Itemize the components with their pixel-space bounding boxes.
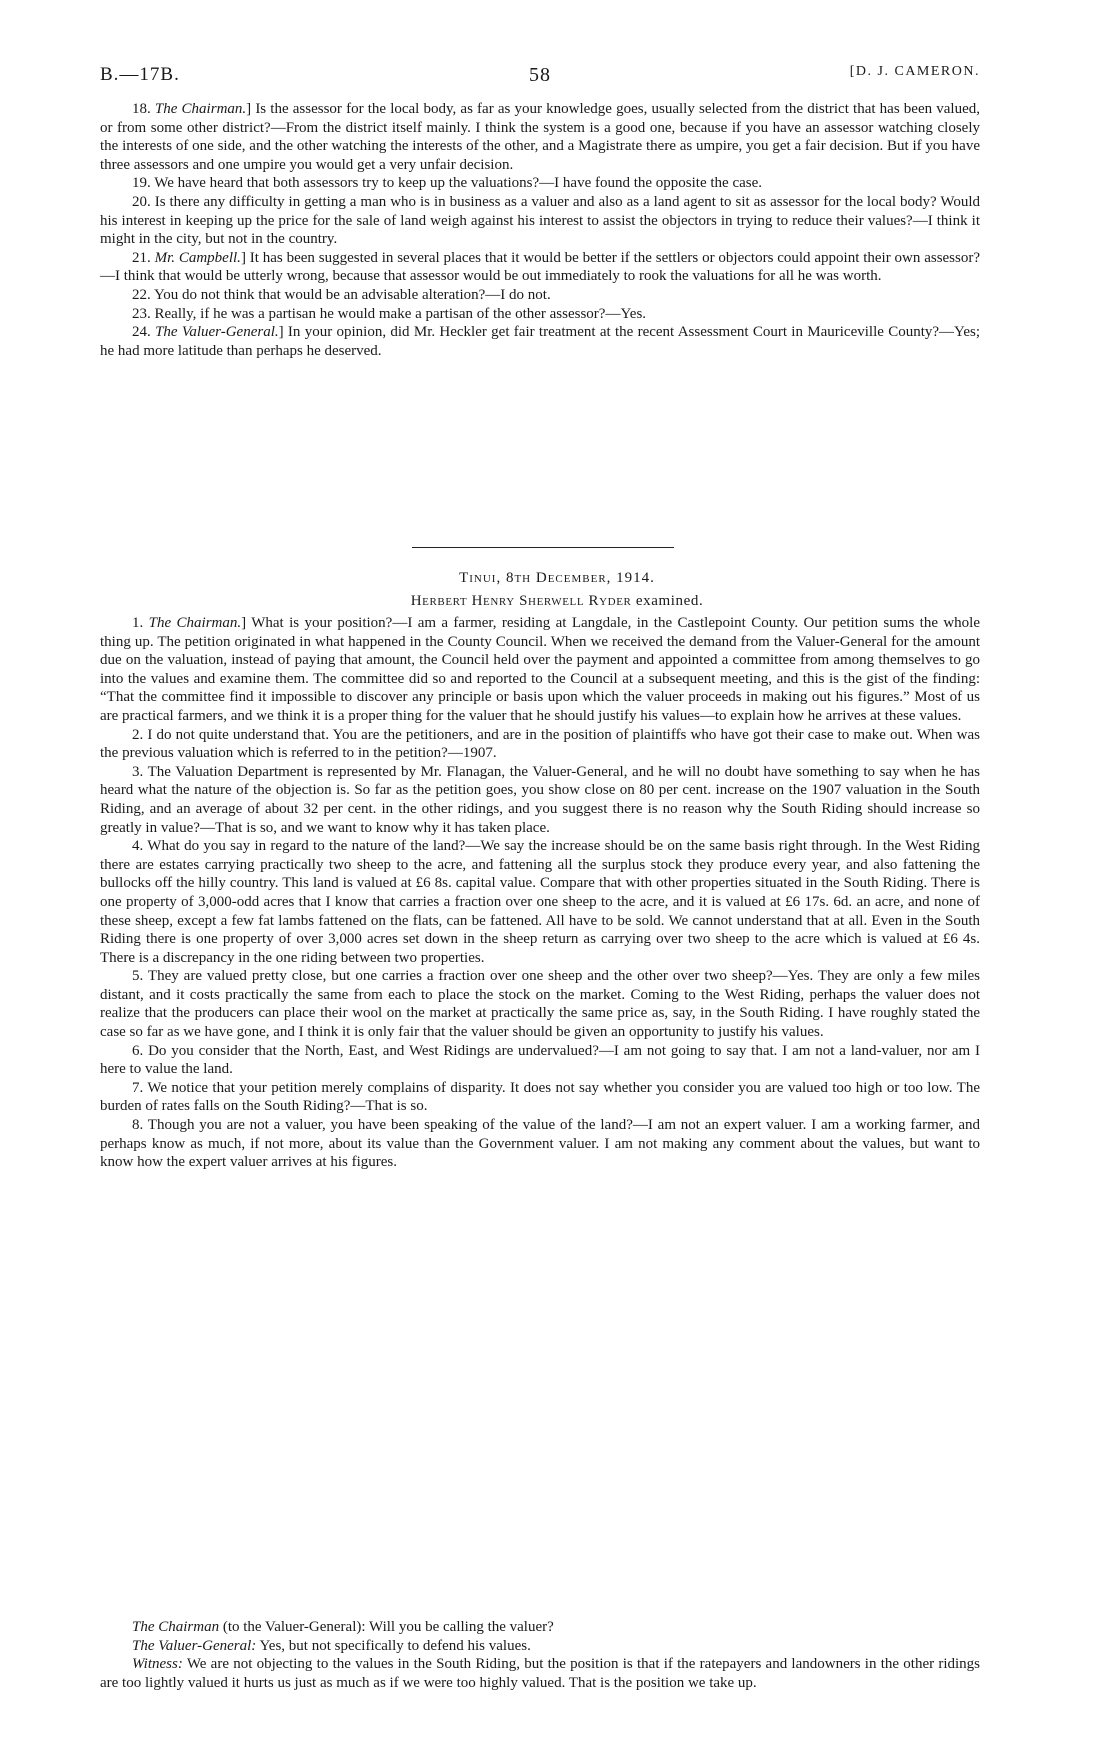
witness-name: Herbert Henry Sherwell Ryder bbox=[410, 593, 632, 609]
question-number: 1. bbox=[132, 615, 144, 631]
question-number: 8. bbox=[132, 1117, 144, 1134]
question-number: 2. bbox=[132, 726, 144, 743]
question-number: 3. bbox=[132, 763, 144, 780]
question-paragraph bbox=[100, 837, 980, 967]
speaker-name: Witness: bbox=[132, 1656, 183, 1673]
question-number: 18. bbox=[132, 101, 151, 117]
question-paragraph: 24. The Valuer-General.] In your opinion, did Mr. Heckler get fair treatment at the recent Assessment Court in Mauriceville County?—Yes; he had more latitude than perhaps he deserved. bbox=[100, 324, 981, 359]
question-number: 5. bbox=[132, 968, 144, 985]
question-text: What do you say in regard to the nature of the land?—We say the increase should be on the same basis right through. In the West Riding there are estates carrying practically two sheep to the acre, and fattening all the surplus stock they produce every year, and also fattening the bullocks off the hilly country. This land is valued at £6 8s. capital value. Compare that with other properties situated in the South Riding. There is one property of 3,000-odd acres that I know that carries a fraction over one sheep to the acre, and it is valued at £6 17s. 6d. an acre, and none of these sheep, except a few fat lambs fattened on the flats, can be fattened. All have to be sold. We cannot understand that at all. Even in the South Riding there is one property of over 3,000 acres set down in the sheep return as carrying over two sheep to the acre which is valued at £6 4s. There is a discrepancy in the one riding between two properties. bbox=[100, 838, 980, 966]
question-paragraph bbox=[100, 174, 980, 193]
question-paragraph: 1. The Chairman.] What is your position?—I am a farmer, residing at Langdale, in the Castlepoint County. Our petition sums the whole thing up. The petition originated in what happened in the County Council. When we received the demand from the Valuer-General for the amount due on the valuation, instead of paying that amount, the Council held over the payment and appointed a committee from among themselves to go into the values and examine them. The committee did so and reported to the Council at a subsequent meeting, and this is the gist of the finding: “That the committee find it impossible to discover any principle or basis upon which the valuer proceeds in making out his figures.” Most of us are practical farmers, and we think it is a proper thing for the valuer that he should justify his values—to explain how he arrives at these values. bbox=[100, 615, 981, 724]
question-paragraph bbox=[100, 967, 980, 1041]
hearing-date: Tinui, 8th December, 1914. bbox=[459, 570, 655, 586]
dialogue-text: Will you be calling the valuer? bbox=[369, 1619, 554, 1635]
examined-label: examined. bbox=[635, 593, 704, 609]
question-number: 22. bbox=[132, 286, 151, 303]
page-header bbox=[100, 64, 980, 94]
question-paragraph bbox=[100, 305, 980, 324]
question-text: Is the assessor for the local body, as far as your knowledge goes, usually selected from the district that has been valued, or from some other district?—From the district itself mainly. I think the system is a good one, because if you have an assessor watching closely the interests of one side, and the other watching the interests of the other, and a Magistrate there as umpire, you get a fair decision. But if you have three assessors and one umpire you would get a very unfair decision. bbox=[100, 101, 981, 173]
question-text: What is your position?—I am a farmer, residing at Langdale, in the Castlepoint County. Our petition sums the whole thing up. The petition originated in what happened in the County Council. When we received the demand from the Valuer-General for the amount due on the valuation, instead of paying that amount, the Council held over the payment and appointed a committee from among themselves to go into the values and examine them. The committee did so and reported to the Council at a subsequent meeting, and this is the gist of the finding: “That the committee find it impossible to discover any principle or basis upon which the valuer proceeds in making out his figures.” Most of us are practical farmers, and we think it is a proper thing for the valuer that he should justify his values—to explain how he arrives at these values. bbox=[100, 615, 981, 724]
question-number: 24. bbox=[132, 324, 151, 341]
question-paragraph bbox=[100, 1042, 980, 1079]
speaker-name: The Valuer-General: bbox=[132, 1637, 257, 1654]
question-text: I do not quite understand that. You are the petitioners, and are in the position of plaintiffs who have got their case to make out. When was the previous valuation which is referred to in the petition?—1907. bbox=[100, 726, 980, 762]
question-paragraph bbox=[100, 726, 980, 763]
section-divider bbox=[412, 547, 674, 548]
section-ryder-evidence bbox=[100, 614, 980, 1172]
page-reference: B.—17B. bbox=[100, 64, 180, 85]
question-paragraph: 18. The Chairman.] Is the assessor for the local body, as far as your knowledge goes, usually selected from the district that has been valued, or from some other district?—From the district itself mainly. I think the system is a good one, because if you have an assessor watching closely the interests of one side, and the other watching the interests of the other, and a Magistrate there as umpire, you get a fair decision. But if you have three assessors and one umpire you would get a very unfair decision. bbox=[100, 101, 981, 173]
dialogue-text: Yes, but not specifically to defend his values. bbox=[259, 1637, 531, 1654]
dialogue-text: We are not objecting to the values in the South Riding, but the position is that if the ratepayers and landowners in the other ridings are too lightly valued it hurts us just as much as if we were too highly valued. That is the position we take up. bbox=[100, 1656, 980, 1691]
question-paragraph bbox=[100, 193, 980, 249]
question-number: 21. bbox=[132, 249, 151, 266]
speaker-name: The Chairman. bbox=[148, 615, 242, 631]
speaker-name: Mr. Campbell. bbox=[154, 249, 241, 266]
speaker-name: The Valuer-General. bbox=[155, 324, 279, 341]
question-text: You do not think that would be an advisable alteration?—I do not. bbox=[153, 286, 551, 303]
page-number: 58 bbox=[529, 64, 551, 86]
speaker-name: The Chairman. bbox=[154, 101, 247, 117]
question-text: Do you consider that the North, East, and West Ridings are undervalued?—I am not going to say that. I am not a land-valuer, nor am I here to value the land. bbox=[100, 1042, 981, 1078]
question-text: Really, if he was a partisan he would make a partisan of the other assessor?—Yes. bbox=[154, 305, 647, 322]
question-number: 6. bbox=[132, 1042, 144, 1059]
question-text: Though you are not a valuer, you have been speaking of the value of the land?—I am not an expert valuer. I am a working farmer, and perhaps know as much, if not more, about its value than the Government valuer. I am not making any comment about the values, but want to know how the expert valuer arrives at his figures. bbox=[100, 1117, 980, 1171]
section-cameron-evidence bbox=[100, 100, 980, 360]
speaker-note: (to the Valuer-General): bbox=[222, 1619, 366, 1635]
witness-running-head: [D. J. CAMERON. bbox=[849, 64, 980, 79]
question-number: 4. bbox=[132, 838, 144, 855]
speaker-name: The Chairman bbox=[132, 1619, 220, 1635]
dialogue-line bbox=[100, 1655, 980, 1692]
dialogue-line bbox=[100, 1637, 980, 1656]
question-number: 20. bbox=[132, 193, 151, 210]
question-paragraph bbox=[100, 763, 980, 837]
question-text: We have heard that both assessors try to keep up the valuations?—I have found the opposite the case. bbox=[154, 175, 763, 192]
question-paragraph bbox=[100, 286, 980, 305]
question-text: It has been suggested in several places that it would be better if the settlers or objectors could appoint their own assessor?—I think that would be utterly wrong, because that assessor would be out immediately to rook the valuations for all he was worth. bbox=[100, 249, 981, 285]
dialogue-line bbox=[100, 1618, 980, 1637]
question-text: Is there any difficulty in getting a man who is in business as a valuer and also as a land agent to sit as assessor for the local body? Would his interest in keeping up the price for the sale of land weigh against his interest to assist the objectors in trying to reduce their values?—I think it might in the city, but not in the country. bbox=[100, 193, 981, 248]
question-number: 23. bbox=[132, 305, 151, 322]
question-paragraph bbox=[100, 1079, 980, 1116]
question-number: 19. bbox=[132, 175, 151, 192]
question-text: They are valued pretty close, but one carries a fraction over one sheep and the other over two sheep?—Yes. They are only a few miles distant, and it costs practically the same from each to place the stock on the market. Coming to the West Riding, perhaps the valuer does not realize that the producers can place their wool on the market at practically the same price as, say, in the South Riding. I have roughly stated the case so far as we have gone, and I think it is only fair that the valuer should be given an opportunity to justify his values. bbox=[100, 968, 980, 1041]
question-text: In your opinion, did Mr. Heckler get fair treatment at the recent Assessment Court in Mauriceville County?—Yes; he had more latitude than perhaps he deserved. bbox=[100, 324, 981, 359]
question-paragraph: 21. Mr. Campbell.] It has been suggested in several places that it would be better if the settlers or objectors could appoint their own assessor?—I think that would be utterly wrong, because that assessor would be out immediately to rook the valuations for all he was worth. bbox=[100, 249, 981, 285]
question-text: We notice that your petition merely complains of disparity. It does not say whether you consider you are valued too high or too low. The burden of rates falls on the South Riding?—That is so. bbox=[100, 1079, 980, 1115]
section-closing-exchange bbox=[100, 1618, 980, 1692]
question-paragraph bbox=[100, 1116, 980, 1172]
question-number: 7. bbox=[132, 1079, 144, 1096]
witness-heading bbox=[0, 593, 1114, 610]
question-text: The Valuation Department is represented by Mr. Flanagan, the Valuer-General, and he will no doubt have something to say when he has heard what the nature of the objection is. So far as the petition goes, you show close on 80 per cent. increase on the 1907 valuation in the South Riding, and an average of about 32 per cent. in the other ridings, and you suggest there is no reason why the South Riding should increase so greatly in value?—That is so, and we want to know why it has taken place. bbox=[100, 763, 980, 836]
